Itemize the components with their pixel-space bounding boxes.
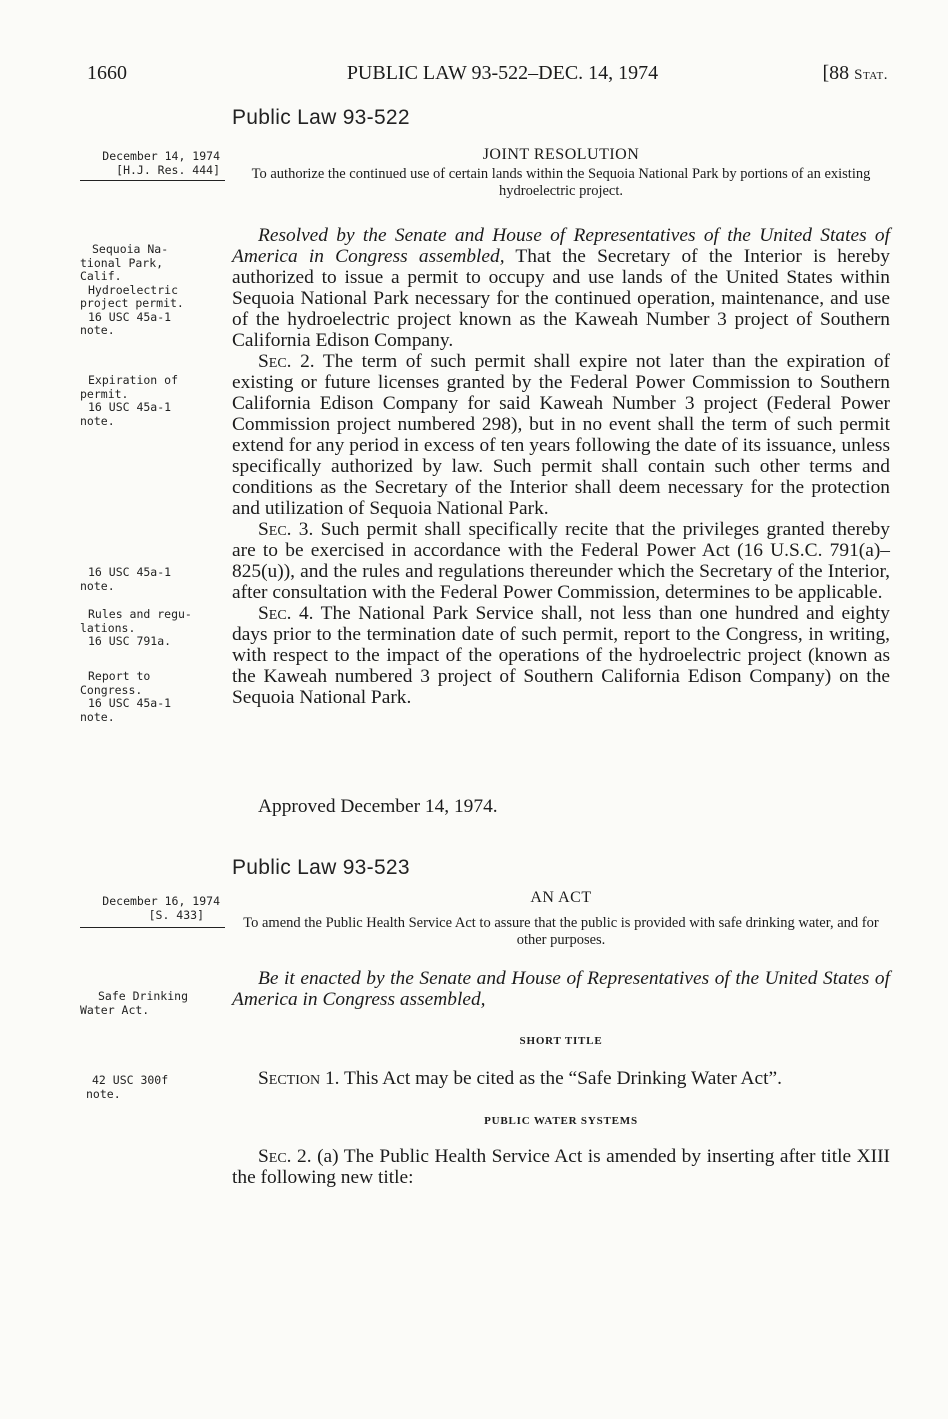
side-note-line: 16 USC 45a-1 bbox=[88, 565, 172, 579]
side-note-line: note. bbox=[80, 413, 115, 428]
side-note-line: Calif. bbox=[80, 269, 122, 283]
law2-side-note-2 bbox=[86, 1074, 231, 1101]
law1-margin-ref: [H.J. Res. 444] bbox=[116, 163, 220, 177]
law2-sec-2-label: Sec. 2. bbox=[258, 1146, 312, 1167]
law1-side-note-1 bbox=[80, 243, 225, 338]
section-1-label: Section 1. bbox=[258, 1068, 340, 1089]
law2-section-1 bbox=[232, 1068, 890, 1089]
side-note-line: tional Park, bbox=[80, 255, 164, 270]
law2-type: AN ACT bbox=[530, 889, 592, 906]
sec-2-label: Sec. 2. bbox=[258, 351, 315, 372]
law2-margin-rule bbox=[80, 927, 225, 928]
side-note-line: note. bbox=[80, 578, 115, 593]
side-note-line: note. bbox=[80, 323, 115, 337]
side-note-line: note. bbox=[86, 1086, 121, 1101]
side-note-line: 42 USC 300f bbox=[92, 1073, 169, 1087]
running-head-title: PUBLIC LAW 93-522–DEC. 14, 1974 bbox=[346, 62, 659, 84]
side-note-line: Expiration of bbox=[88, 373, 179, 387]
law1-side-note-3 bbox=[80, 566, 225, 593]
side-note-line: Water Act. bbox=[80, 1002, 150, 1017]
side-note-line: Safe Drinking bbox=[98, 989, 189, 1003]
sec-2-text: The term of such permit shall expire not later than the expiration of existing or future licenses granted by the Federal Power Commission to Southern California Edison Company for said Kaweah Number 3 project (Federal Power Commission project numbered 298), but in no event shall the term of such permit extend for any period in excess of ten years following the date of its issuance, unless specifically authorized by law. Such permit shall contain such other terms and conditions as the Secretary of the Interior shall deem necessary for the protection and utilization of Sequoia National Park. bbox=[232, 351, 890, 519]
law1-purpose: To authorize the continued use of certain lands within the Sequoia National Park by portions of an existing hydroelectric project. bbox=[251, 166, 871, 199]
law2-section-2-para bbox=[232, 1146, 890, 1188]
heading-short-title: SHORT TITLE bbox=[519, 1035, 603, 1047]
side-note-line: lations. bbox=[80, 620, 136, 635]
sec-4-text: The National Park Service shall, not less than one hundred and eighty days prior to the termination date of such permit, report to the Congress, in writing, with respect to the impact of the operations of the hydroelectric project (known as the Kaweah numbered 3 project of Southern California Edison Company) on the Sequoia National Park. bbox=[232, 603, 890, 708]
law2-margin-ref: [S. 433] bbox=[148, 908, 204, 922]
side-note-line: Hydroelectric bbox=[88, 282, 179, 297]
law1-margin-rule bbox=[80, 180, 225, 181]
law1-section-3 bbox=[232, 519, 890, 603]
side-note-line: note. bbox=[80, 709, 115, 724]
law1-section-2 bbox=[232, 351, 890, 519]
law2-purpose: To amend the Public Health Service Act to assure that the public is provided with safe drinking water, and for other purposes. bbox=[243, 915, 879, 948]
law1-side-note-5 bbox=[80, 670, 225, 724]
side-note-line: permit. bbox=[80, 386, 129, 401]
side-note-line: 16 USC 45a-1 bbox=[88, 696, 172, 710]
law2-sec-2-text: (a) The Public Health Service Act is amended by inserting after title XIII the following new title: bbox=[232, 1146, 890, 1188]
side-note-line: 16 USC 791a. bbox=[88, 634, 172, 648]
law2-margin-date: December 16, 1974 bbox=[102, 894, 220, 908]
side-note-line: 16 USC 45a-1 bbox=[88, 309, 172, 324]
statute-volume bbox=[822, 62, 888, 85]
law1-section-1 bbox=[232, 225, 890, 351]
statute-volume-abbr: Stat. bbox=[854, 67, 888, 83]
enacting-clause: Be it enacted by the Senate and House of Representatives of the United States of America in Congress assembled, bbox=[232, 968, 890, 1010]
sec-3-text: Such permit shall specifically recite that the privileges granted thereby are to be exercised in accordance with the Federal Power Act (16 U.S.C. 791(a)–825(u)), and the rules and regulations thereunder which the Secretary of the Interior, after consultation with the Federal Power Commission, determines to be applicable. bbox=[232, 519, 890, 603]
side-note-line: Rules and regu- bbox=[88, 607, 192, 621]
side-note-line: project permit. bbox=[80, 296, 184, 310]
sec-3-label: Sec. 3. bbox=[258, 519, 314, 540]
law1-approved: Approved December 14, 1974. bbox=[258, 796, 498, 817]
law2-enacting bbox=[232, 968, 890, 1010]
resolving-clause: Resolved by the Senate and House of Representatives of the United States of America in Congress assembled, bbox=[232, 225, 890, 267]
sec-4-label: Sec. 4. bbox=[258, 603, 314, 624]
law2-section-2 bbox=[232, 1146, 890, 1188]
side-note-line: 16 USC 45a-1 bbox=[88, 400, 172, 414]
page-number: 1660 bbox=[87, 62, 127, 84]
side-note-line: Congress. bbox=[80, 682, 143, 697]
enacting-clause-para bbox=[232, 968, 890, 1010]
section-1-text: That the Secretary of the Interior is hereby authorized to issue a permit to occupy and use lands of the United States within Sequoia National Park necessary for the continued operation, maintenance, and use of the hydroelectric project known as the Kaweah Number 3 project of Southern California Edison Company. bbox=[232, 246, 890, 351]
running-head bbox=[87, 62, 888, 88]
law2-section-1-text: This Act may be cited as the “Safe Drinking Water Act”. bbox=[339, 1068, 782, 1089]
law1-type: JOINT RESOLUTION bbox=[482, 146, 640, 163]
statute-volume-prefix: [88 bbox=[822, 62, 855, 84]
law2-title: Public Law 93-523 bbox=[232, 856, 410, 879]
law1-title: Public Law 93-522 bbox=[232, 106, 410, 129]
law1-side-note-4 bbox=[80, 608, 225, 649]
heading-public-water-systems: PUBLIC WATER SYSTEMS bbox=[484, 1115, 638, 1127]
law2-side-note-1 bbox=[80, 989, 243, 1017]
side-note-line: Report to bbox=[88, 669, 151, 683]
law1-margin-date: December 14, 1974 bbox=[102, 149, 220, 163]
side-note-line: Sequoia Na- bbox=[92, 242, 169, 256]
law2-section-1-para bbox=[232, 1068, 890, 1089]
law1-section-4 bbox=[232, 603, 890, 708]
law1-side-note-2 bbox=[80, 374, 225, 428]
law1-body bbox=[232, 225, 890, 708]
